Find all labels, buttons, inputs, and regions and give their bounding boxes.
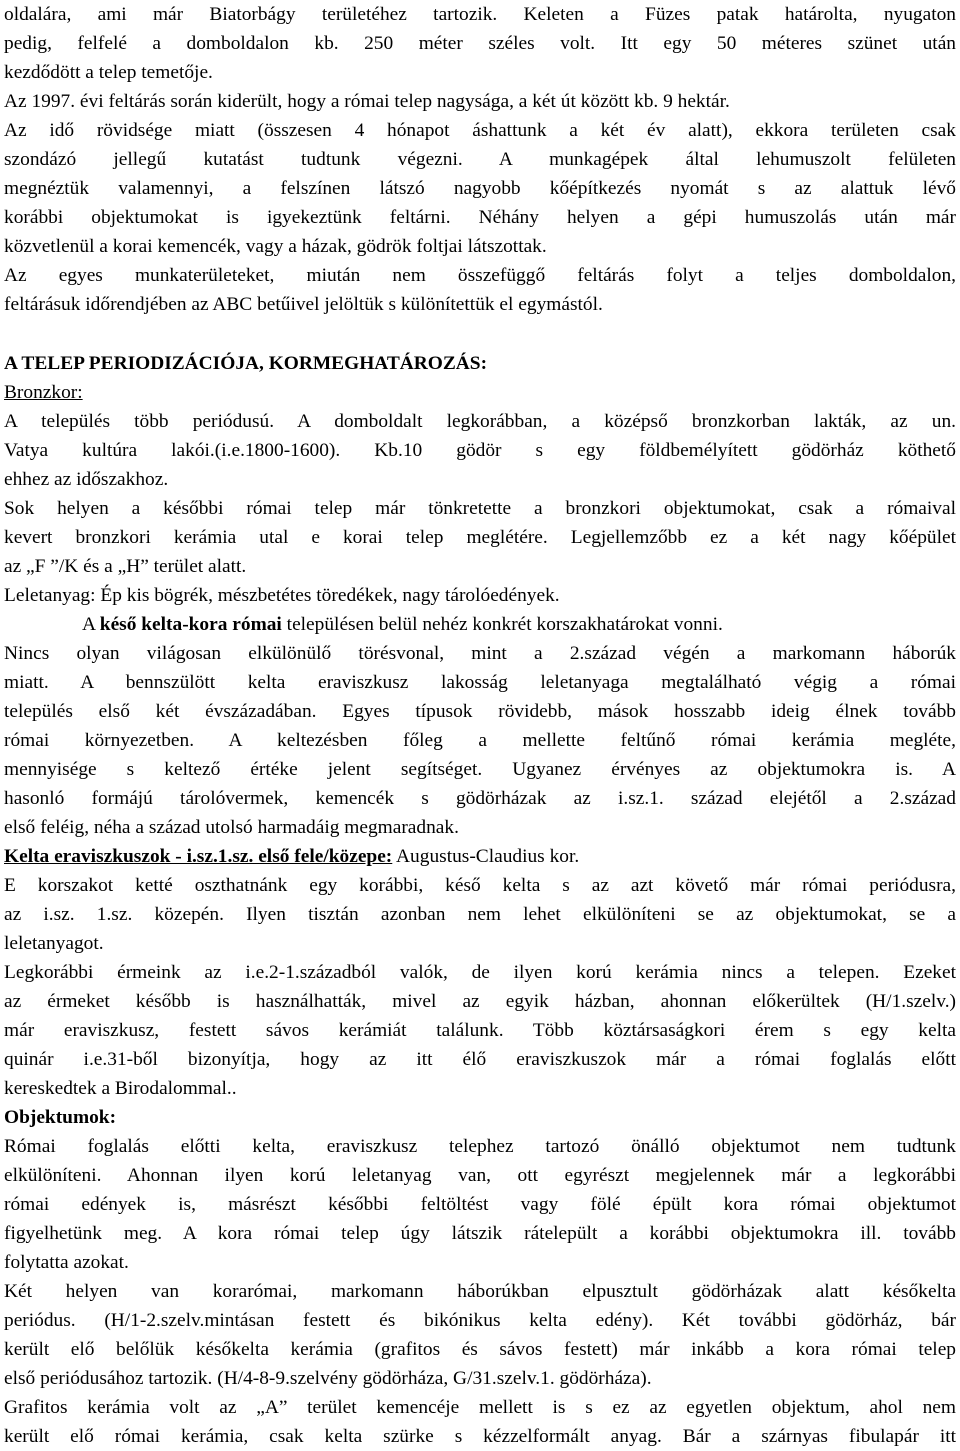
text-line: E korszakot ketté oszthatnánk egy korábbi, késő kelta s az azt követő már római periódusra, bbox=[4, 875, 956, 896]
text-run: településen belül nehéz konkrét korszakhatárokat vonni. bbox=[281, 614, 723, 635]
text-line: leletanyagot. bbox=[4, 933, 104, 954]
text-line: elkülöníteni. Ahonnan ilyen korú leletanyag van, ott egyrészt megjelennek már a legkorábbi bbox=[4, 1165, 956, 1186]
text-line: Az idő rövidsége miatt (összesen 4 hónapot áshattunk a két év alatt), ekkora területen csak bbox=[4, 120, 956, 141]
text-line: Az 1997. évi feltárás során kiderült, hogy a római telep nagysága, a két út között kb. 9 hektár. bbox=[4, 91, 730, 112]
text-line: hasonló formájú tárolóvermek, kemencék s gödörházak az i.sz.1. század elejétől a 2.század bbox=[4, 788, 956, 809]
text-line: az i.sz. 1.sz. közepén. Ilyen tisztán azonban nem lehet elkülöníteni se az objektumokat, se a bbox=[4, 904, 956, 925]
text-line: Leletanyag: Ép kis bögrék, mészbetétes töredékek, nagy tárolóedények. bbox=[4, 585, 560, 606]
text-line: első periódusához tartozik. (H/4-8-9.szelvény gödörháza, G/31.szelv.1. gödörháza). bbox=[4, 1368, 652, 1389]
text-line: került elő belőlük későkelta kerámia (grafitos és sávos festett) már inkább a kora római telep bbox=[4, 1339, 956, 1360]
text-line: pedig, felfelé a domboldalon kb. 250 méter széles volt. Itt egy 50 méteres szünet után bbox=[4, 33, 956, 54]
text-line: korábbi objektumokat is igyekeztünk feltárni. Néhány helyen a gépi humuszolás után már bbox=[4, 207, 956, 228]
text-line: az „F ”/K és a „H” terület alatt. bbox=[4, 556, 247, 577]
text-line: oldalára, ami már Biatorbágy területéhez tartozik. Keleten a Füzes patak határolta, nyugaton bbox=[4, 4, 956, 25]
text-line: kezdődött a telep temetője. bbox=[4, 62, 213, 83]
subheading-objects: Objektumok: bbox=[4, 1107, 117, 1128]
periodization-section bbox=[4, 349, 956, 1451]
text-line: első feléig, néha a század utolsó harmadáig megmaradnak. bbox=[4, 817, 459, 838]
text-line: ehhez az időszakhoz. bbox=[4, 469, 169, 490]
text-line: folytatta azokat. bbox=[4, 1252, 129, 1273]
text-line: kereskedtek a Birodalommal.. bbox=[4, 1078, 237, 1099]
text-run: Augustus-Claudius kor. bbox=[392, 846, 580, 867]
text-line: Az egyes munkaterületeket, miután nem összefüggő feltárás folyt a teljes domboldalon, bbox=[4, 265, 956, 286]
text-line: közvetlenül a korai kemencék, vagy a házak, gödrök foltjai látszottak. bbox=[4, 236, 547, 257]
text-line: miatt. A bennszülött kelta eraviszkusz lakosság leletanyaga megtalálható végig a római bbox=[4, 672, 956, 693]
text-line: Grafitos kerámia volt az „A” terület kemencéje mellett is s ez az egyetlen objektum, ahol nem bbox=[4, 1397, 956, 1418]
text-line: kevert bronzkori kerámia utal e korai telep meglétére. Legjellemzőbb ez a két nagy kőépület bbox=[4, 527, 956, 548]
text-line: település első két évszázadában. Egyes típusok rövidebb, mások hosszabb ideig élnek tovább bbox=[4, 701, 956, 722]
text-line: római edények is, másrészt későbbi feltöltést vagy fölé épült kora római objektumot bbox=[4, 1194, 956, 1215]
text-line bbox=[4, 842, 956, 871]
text-line: quinár i.e.31-ből bizonyítja, hogy az itt élő eraviszkuszok már a római foglalás előtt bbox=[4, 1049, 956, 1070]
text-line: A település több periódusú. A domboldalt legkorábban, a középső bronzkorban lakták, az un. bbox=[4, 411, 956, 432]
bold-period-term: késő kelta-kora római bbox=[99, 614, 282, 635]
text-line: az érmeket később is használhatták, mivel az egyik házban, ahonnan előkerültek (H/1.szelv.) bbox=[4, 991, 956, 1012]
text-line: szondázó jellegű kutatást tudtunk végezni. A munkagépek által lehumuszolt felületen bbox=[4, 149, 956, 170]
text-line: Vatya kultúra lakói.(i.e.1800-1600). Kb.10 gödör s egy földbemélyített gödörház köthető bbox=[4, 440, 956, 461]
section-heading: A TELEP PERIODIZÁCIÓJA, KORMEGHATÁROZÁS: bbox=[4, 353, 488, 374]
spacer bbox=[4, 319, 956, 349]
text-line: Sok helyen a későbbi római telep már tönkretette a bronzkori objektumokat, csak a rómaival bbox=[4, 498, 956, 519]
text-line: mennyisége s keltező értéke jelent segítséget. Ugyanez érvényes az objektumokra is. A bbox=[4, 759, 956, 780]
text-line: Legkorábbi érmeink az i.e.2-1.századból valók, de ilyen korú kerámia nincs a telepen. Ezeket bbox=[4, 962, 956, 983]
text-line: már eraviszkusz, festett sávos kerámiát találunk. Több köztársaságkori érem s egy kelta bbox=[4, 1020, 956, 1041]
text-run: A bbox=[82, 614, 100, 635]
text-line: feltárásuk időrendjében az ABC betűivel jelöltük s különítettük el egymástól. bbox=[4, 294, 603, 315]
subheading-bronze-age: Bronzkor: bbox=[4, 382, 83, 403]
text-line: Két helyen van korarómai, markomann háborúkban elpusztult gödörházak alatt későkelta bbox=[4, 1281, 956, 1302]
text-line: került elő római kerámia, csak kelta szürke s kézzelformált anyag. Bár a szárnyas fibulapár itt bbox=[4, 1426, 956, 1447]
text-line: Római foglalás előtti kelta, eraviszkusz telephez tartozó önálló objektumot nem tudtunk bbox=[4, 1136, 956, 1157]
text-line: periódus. (H/1-2.szelv.mintásan festett és bikónikus kelta edény). Két további gödörház, bár bbox=[4, 1310, 956, 1331]
text-line: figyelhetünk meg. A kora római telep úgy látszik rátelepült a korábbi objektumokra ill. tovább bbox=[4, 1223, 956, 1244]
subheading-celtic-eravisci: Kelta eraviszkuszok - i.sz.1.sz. első fele/közepe: bbox=[4, 846, 393, 867]
intro-paragraphs bbox=[4, 0, 956, 319]
text-line: Nincs olyan világosan elkülönülő törésvonal, mint a 2.század végén a markomann háborúk bbox=[4, 643, 956, 664]
text-line bbox=[4, 610, 956, 639]
text-line: római környezetben. A keltezésben főleg a mellette feltűnő római kerámia megléte, bbox=[4, 730, 956, 751]
text-line: megnéztük valamennyi, a felszínen látszó nagyobb kőépítkezés nyomát s az alattuk lévő bbox=[4, 178, 956, 199]
